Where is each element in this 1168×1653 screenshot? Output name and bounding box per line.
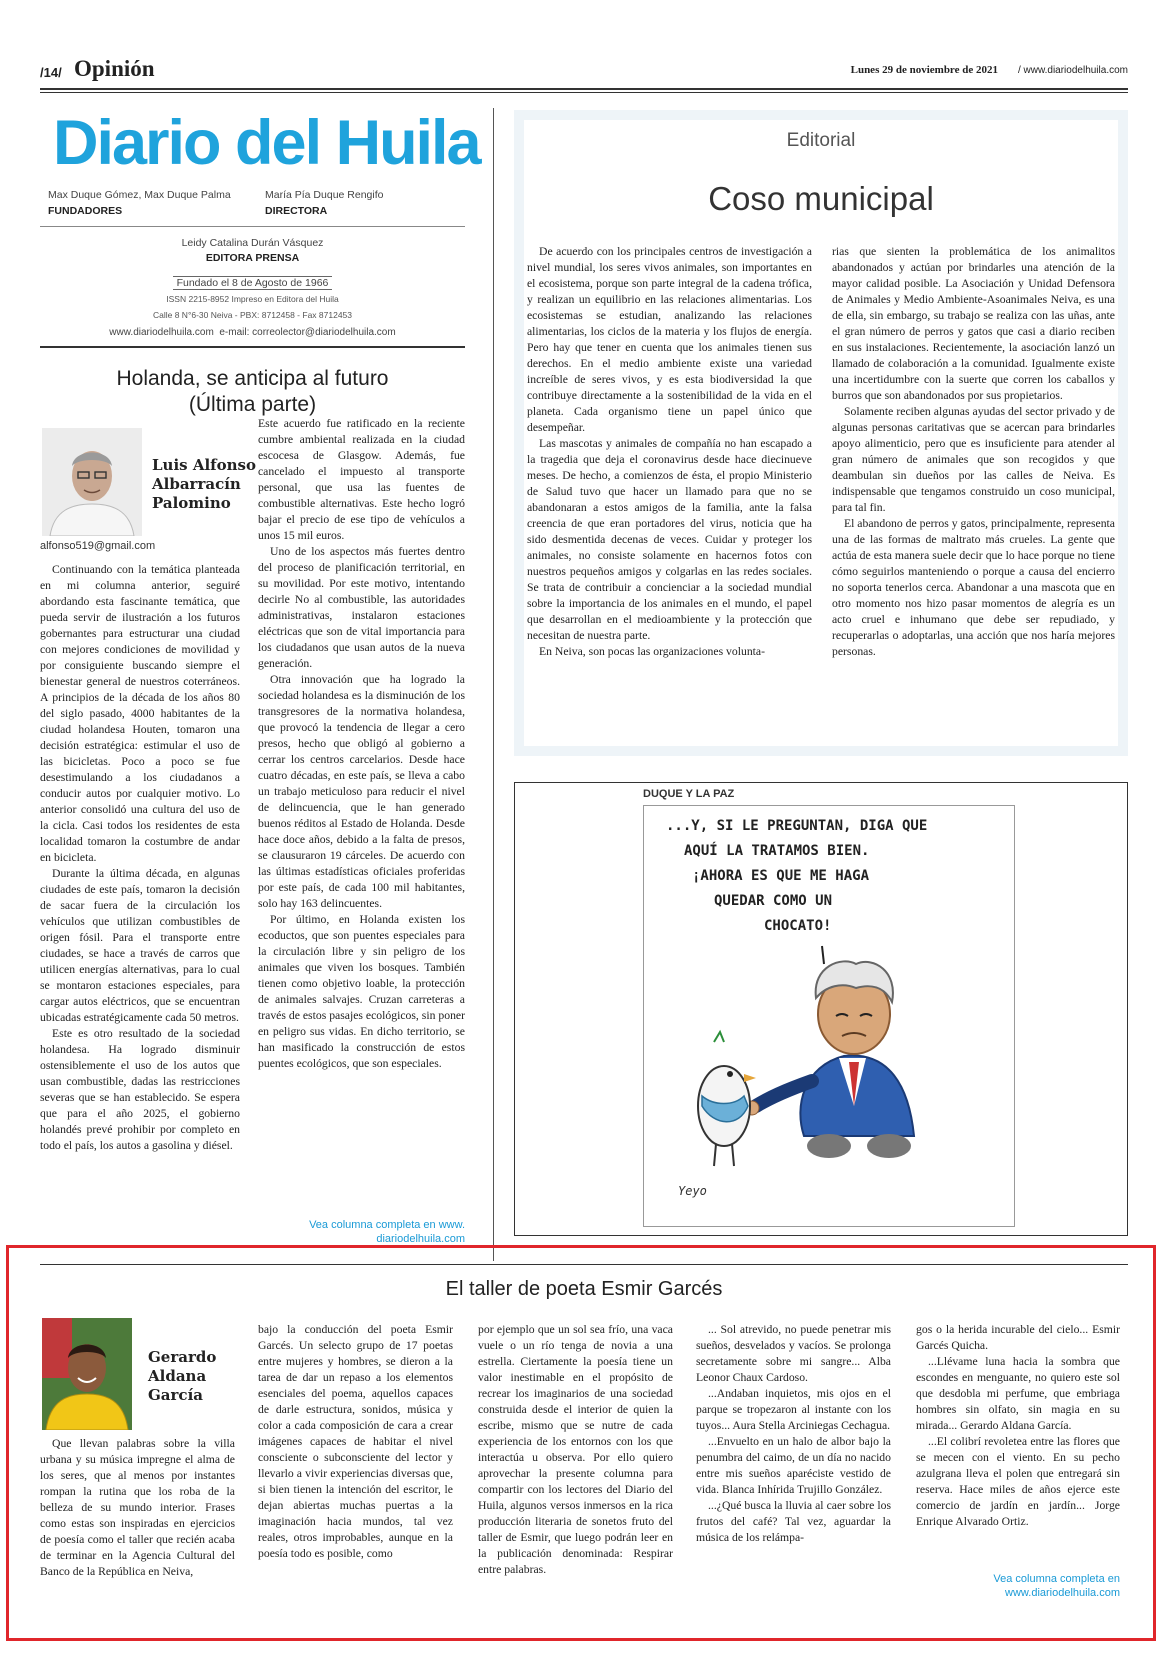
- paragraph: Otra innovación que ha logrado la sociedad holandesa es la disminución de los transgresores de la normativa holandesa, que provocó la tendencia de llegar a cero presos, hecho que obligó al gobierno a cerrar los centros carcelarios. Desde hace cuatro décadas, en este país, se lleva a cabo un trabajo meticuloso para reducir el nivel de delincuencia, que le han generado buenos réditos al Estado de Holanda. Desde hace doce años, debido a la falta de presos, se clausuraron 19 cárceles. De acuerdo con las últimas estadísticas oficiales proferidas por este país, de cada 100 mil habitantes, solo hay 163 delincuentes.: [258, 673, 465, 910]
- director-role: DIRECTORA: [265, 205, 328, 217]
- column-divider: [493, 108, 494, 1261]
- paragraph: gos o la herida incurable del cielo... Esmir Garcés Quicha.: [916, 1323, 1120, 1352]
- paragraph: En Neiva, son pocas las organizaciones volunta-: [539, 645, 765, 658]
- paragraph: Este acuerdo fue ratificado en la reciente cumbre ambiental realizada en la ciudad escocesa de Glasgow. Además, fue cancelado el impuesto al transporte personal, que usa las fuentes de combustible alternativas. Este hecho logró bajar el precio de ese tipo de vehículos a unos 15 mil euros.: [258, 417, 465, 542]
- founded-text: Fundado el 8 de Agosto de 1966: [173, 276, 333, 290]
- speech-line-4: QUEDAR COMO UN: [714, 893, 833, 909]
- cartoon-drawing-icon: [644, 806, 1014, 1226]
- founded-date: [40, 277, 465, 289]
- address-line: Calle 8 N°6-30 Neiva - PBX: 8712458 - Fax 8712453: [152, 310, 352, 320]
- contact-line[interactable]: www.diariodelhuila.com e-mail: correolector@diariodelhuila.com: [109, 327, 396, 338]
- editorial-kicker: Editorial: [786, 130, 856, 151]
- paragraph: Por último, en Holanda existen los ecoductos, que son puentes especiales para la circulación libre y sin peligro de los animales que viven los bosques. También tienen como objetivo loable, la protección de animales salvajes. Cruzan carreteras a través de estos pasajes ecológicos, sin poner en peligro sus vidas. En dicho territorio, se han masificado la construcción de estos puentes ecológicos, que son especiales.: [258, 913, 465, 1070]
- director-name: María Pía Duque Rengifo: [265, 189, 384, 201]
- paragraph: Uno de los aspectos más fuertes dentro del proceso de planificación territorial, en su movilidad. Por este motivo, intentando decirle No al combustible, las autoridades administrativas, instalaron estaciones eléctricas que son de vital importancia para los ciudadanos que usan autos de la nueva generación.: [258, 545, 465, 670]
- editorial-title: Coso municipal: [708, 180, 934, 217]
- column1-more-line2[interactable]: diariodelhuila.com: [376, 1233, 465, 1245]
- issn-line: ISSN 2215-8952 Impreso en Editora del Huila: [166, 294, 339, 304]
- author-photo-avatar-icon: [42, 428, 142, 536]
- highlight-box: [6, 1245, 1156, 1641]
- cartoon-panel: [643, 805, 1015, 1227]
- masthead-bottom-rule: [40, 346, 465, 348]
- paragraph: Solamente reciben algunas ayudas del sector privado y de algunas personas caritativas que se acercan para brindarles apoyo alimenticio, pero que es insuficiente para atender al gran número de animales que son recogidos y que deambulan sin dueños por las calles de Neiva. Es indispensable que tengamos construido un coso municipal, para tal fin.: [832, 405, 1115, 514]
- cartoon-strip-title: DUQUE Y LA PAZ: [643, 788, 735, 800]
- paragraph: Las mascotas y animales de compañía no han escapado a la tragedia que deja el coronavirus desde hace diecinueve meses. De hecho, a comienzos de ésta, el propio Ministerio de Salud tuvo que hacer un llamado para que no se abandonaran a estos amigos de la familia, ante la falsa creencia de que eran portadores del virus, noticia que ha sido desmentida decenas de veces. Cuidar y proteger los animales, no consiste solamente en hacernos fotos con nuestros pequeños amigos y colgarlas en las redes sociales. Se trata de contribuir a concienciar a la sociedad mundial sobre la importancia de los animales en el mundo, el papel que desarrollan en el medioambiente y la protección que necesitan de nuestra parte.: [527, 437, 812, 642]
- paragraph: De acuerdo con los principales centros de investigación a nivel mundial, los seres vivos animales, son importantes en el ecosistema, porque son parte integral de la cadena trófica, y realizan un equilibrio en las relaciones alimentarias. Los ecosistemas se estudian, analizando las relaciones alimentarias, los ciclos de la materia y los flujos de energía. Pero hay que tener en cuenta que los animales tienen sus derechos. En el medio ambiente existe una variedad increíble de seres vivos, y es esta biodiversidad la que contribuye directamente a la sostenibilidad de la vida en el planeta. Cada organismo tiene un papel único que desempeñar.: [527, 245, 812, 434]
- column1-email[interactable]: alfonso519@gmail.com: [40, 540, 156, 552]
- column2-author: Gerardo Aldana García: [148, 1348, 217, 1404]
- column2-title: El taller de poeta Esmir Garcés: [445, 1278, 723, 1300]
- paragraph: rias que sienten la problemática de los animalitos abandonados y actúan por brindarles una atención de la mayor calidad posible. La Asociación y Unidad Defensora de Animales y Medio Ambiente-Asoanimales Neiva, es una de ella, sin embargo, su trabajo se realiza con las uñas, ante el gran número de perros y gatos que casi a diario reciben en sus instalaciones. Recientemente, la asociación lanzó un llamado de colaboración a la comunidad. Igualmente existe una incertidumbre con la suerte que corren los caballos y burros que son abandonados por sus propietarios.: [832, 245, 1115, 402]
- author-photo: [42, 428, 142, 536]
- editor-name: Leidy Catalina Durán Vásquez: [181, 237, 324, 249]
- column1-author: Luis Alfonso Albarracín Palomino: [152, 456, 256, 512]
- page-header: [40, 56, 1128, 86]
- speech-line-5: CHOCATO!: [764, 918, 832, 934]
- paragraph: ...Envuelto en un halo de albor bajo la penumbra del caimo, de un día no nacido entre mis sueños aparéciste vestido de vida. Blanca Inhírida Trujillo González.: [696, 1435, 891, 1496]
- speech-line-3: ¡AHORA ES QUE ME HAGA: [692, 868, 870, 884]
- header-date: Lunes 29 de noviembre de 2021: [850, 64, 998, 76]
- column1-read-more-link[interactable]: [258, 1218, 465, 1246]
- paragraph: Continuando con la temática planteada en mi columna anterior, seguiré abordando esta fascinante temática, que pueda servir de ilustración a los futuros gobernantes para estructurar una ciudad con mejores condiciones de movilidad y por consiguiente buscando siempre el bienestar general de nuestros coterráneos. A principios de la década de los años 80 del siglo pasado, 4000 habitantes de la ciudad holandesa Houten, tomaron una decisión estratégica: estimular el uso de las bicicletas. Poco a poco se fue desestimulando a los ciudadanos a conducir autos por cualquier motivo. Lo anterior consolidó una cultura del uso de la cicla. Casi todos los residentes de esta localidad tomaron la costumbre de andar en bicicleta.: [40, 563, 240, 864]
- column1-more-line1[interactable]: Vea columna completa en www.: [309, 1219, 465, 1231]
- editor-role: EDITORA PRENSA: [205, 252, 300, 264]
- logo: Diario del Huila: [53, 108, 480, 178]
- paragraph: ...¿Qué busca la lluvia al caer sobre los frutos del café? Tal vez, aguardar la música de los relámpa-: [696, 1499, 891, 1544]
- column1-text-left: [40, 562, 240, 1154]
- column1-text-right: [258, 416, 465, 1072]
- column1-title-line2: (Última parte): [188, 393, 317, 416]
- paragraph: Este es otro resultado de la sociedad holandesa. Ha logrado disminuir ostensiblemente el uso de los autos que usan combustible, dadas las restricciones severas que se han establecido. Se espera que para el año 2025, el gobierno holandés prevé prohibir por completo en todo el país, los autos a gasolina y diésel.: [40, 1027, 240, 1152]
- editorial-text-left: [527, 244, 812, 660]
- section-title: Opinión: [74, 56, 155, 81]
- paragraph: Durante la última década, en algunas ciudades de este país, tomaron la decisión de sacar fuera de la circulación los vehículos que utilizan combustibles de origen fósil. Para el transporte entre ciudades, se hace a través de carros que utilicen energías alternativas, para lo cual se montaron estaciones especiales, para cargar autos eléctricos, que se encuentran ubicadas estratégicamente cada 50 metros.: [40, 867, 240, 1024]
- paragraph: ... Sol atrevido, no puede penetrar mis sueños, desvelados y vacíos. Se prolonga secretamente sobre mi sangre... Alba Leonor Chaux Cardoso.: [696, 1323, 891, 1384]
- speech-line-1: ...Y, SI LE PREGUNTAN, DIGA QUE: [666, 818, 928, 834]
- paragraph: ...El colibrí revoletea entre las flores que se mecen con el viento. En su pecho azulgrana lleva el polen que entregará sin reserva. Hace miles de años ejerce este comercio de jardín en jardín... Jorge Enrique Alvarado Ortiz.: [916, 1435, 1120, 1528]
- paragraph: bajo la conducción del poeta Esmir Garcés. Un selecto grupo de 17 poetas entre mujeres y hombres, se dieron a la tarea de dar un repaso a los elementos esenciales del poema, aquellos capaces de darle estructura, sonidos, música y color a cada composición de cara a crear imágenes capaces de habitar el nivel consciente o subconsciente del lector y llevarlo a vivir experiencias diversas que, si bien tienen la intención del escritor, le dejan abiertas muchas puertas a la imaginación hacia mundos, tal vez reales, otros improbables, aunque en la poesía todo es posible, como: [258, 1323, 453, 1560]
- speech-line-2: AQUÍ LA TRATAMOS BIEN.: [684, 843, 870, 859]
- column1-title: [40, 366, 465, 418]
- column2-more-line1[interactable]: Vea columna completa en: [993, 1573, 1120, 1585]
- founders-role: FUNDADORES: [48, 205, 123, 217]
- paragraph: El abandono de perros y gatos, principalmente, representa una de las formas de maltrato más crueles. La gente que actúa de esta manera suele decir que lo hace porque no tiene cómo seguirlos manteniendo o porque a causa del encierro no soporta tenerlos cerca. Abandonar a una mascota que en otro momento nos hizo pasar momentos de alegría es un acto cruel e inhumano que debe ser repudiado, y recuperarlas o adoptarlas, una acción que nos haría mejores personas.: [832, 517, 1115, 658]
- masthead-rule: [40, 226, 465, 227]
- paragraph: ...Llévame luna hacia la sombra que escondes en menguante, no quiero este sol que desdobla mi perfume, que embriaga hombres sin olfato, sin magia en su mirada... Gerardo Aldana García.: [916, 1355, 1120, 1432]
- paragraph: Que llevan palabras sobre la villa urbana y su música impregne el alma de los seres, que al menos por instantes rompan la rutina que los roba de la belleza de su mundo interior. Frases como estas son inspiradas en ejercicios de poesía como el taller que recién acaba de terminar en la Agencia Cultural del Banco de la República en Neiva,: [40, 1437, 235, 1578]
- cartoon-signature: Yeyo: [678, 1184, 707, 1198]
- page-number: /14/: [40, 65, 62, 80]
- founders-names: Max Duque Gómez, Max Duque Palma: [48, 189, 231, 201]
- cartoon-frame: [514, 782, 1128, 1236]
- paragraph: por ejemplo que un sol sea frío, una vaca vuele o un río tenga de novia a una estrella. Ciertamente la poesía tiene un valor inestimable en el propósito de recrear los imaginarios de una sociedad construida desde el interior de quien la escribe, mismo que se nutre de cada experiencia de los entornos con los que interactúa u observa. Por ello quiero aprovechar la presente columna para compartir con los lectores del Diario del Huila, algunos versos inmersos en la rica producción literaria de sonetos fruto del taller de Esmir, que luego podrán leer en la publicación denominada: Respirar entre palabras.: [478, 1323, 673, 1576]
- header-rule-thin: [40, 92, 1128, 93]
- header-site[interactable]: / www.diariodelhuila.com: [1017, 65, 1128, 76]
- editorial-text-right: [832, 244, 1115, 660]
- column1-title-line1: Holanda, se anticipa al futuro: [116, 367, 389, 390]
- column2-more-line2[interactable]: www.diariodelhuila.com: [1005, 1587, 1120, 1599]
- header-rule: [40, 88, 1128, 90]
- paragraph: ...Andaban inquietos, mis ojos en el parque se tropezaron al instante con los tuyos... Aura Stella Arciniegas Cechagua.: [696, 1387, 891, 1432]
